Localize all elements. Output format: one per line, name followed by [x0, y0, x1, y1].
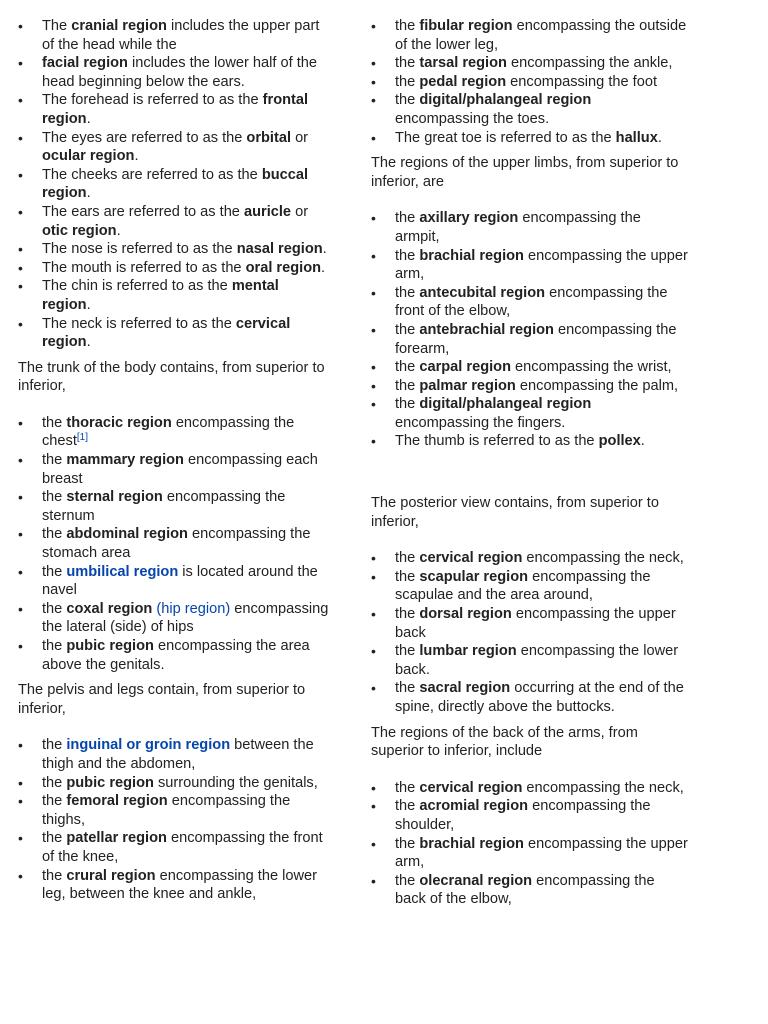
item-text: the: [42, 600, 67, 617]
item-text: encompassing each breast: [42, 452, 318, 487]
item-text: encompassing the toes.: [395, 110, 550, 127]
region-term: pubic region: [66, 774, 154, 791]
region-term: buccal region: [42, 166, 309, 202]
list-item: [371, 549, 689, 568]
item-text: encompassing the outside of the lower leg,: [395, 18, 687, 53]
item-text: .: [116, 222, 121, 239]
item-text: the: [395, 643, 420, 660]
item-text: the: [42, 526, 67, 543]
item-text: includes the upper part of the head while the: [42, 18, 320, 53]
item-text: the: [395, 872, 420, 889]
item-text: the: [395, 359, 420, 376]
item-text: encompassing the upper back: [395, 606, 676, 641]
list-item: [371, 568, 689, 605]
list-item: [18, 203, 330, 240]
item-text: The ears are referred to as the: [42, 203, 244, 220]
item-text: encompassing the palm,: [515, 377, 679, 394]
region-term: scapular region: [419, 568, 529, 585]
back-arms-regions-list: [371, 779, 689, 909]
region-term: digital/phalangeal region: [419, 396, 592, 413]
region-term: digital/phalangeal region: [419, 92, 592, 109]
item-text: encompassing the neck,: [522, 779, 684, 796]
item-text: the: [395, 568, 420, 585]
item-text: The: [42, 18, 72, 34]
hip-region-link[interactable]: (hip region): [152, 600, 231, 617]
item-text: or: [291, 129, 309, 146]
region-term: axillary region: [419, 210, 519, 227]
region-term: patellar region: [66, 830, 167, 847]
head-regions-list: [18, 17, 330, 352]
region-term: frontal region: [42, 92, 309, 127]
region-term: pollex: [598, 433, 641, 450]
list-item: [371, 54, 689, 73]
item-text: the: [395, 92, 420, 109]
list-item: [18, 166, 330, 203]
item-text: is located around the navel: [42, 563, 318, 599]
list-item: [371, 642, 689, 679]
list-item: [18, 240, 330, 259]
list-item: [18, 525, 330, 562]
list-item: [371, 284, 689, 321]
item-text: The nose is referred to as the: [42, 241, 237, 258]
region-link[interactable]: inguinal or groin region: [66, 737, 231, 754]
list-item: [18, 792, 330, 829]
item-text: the: [42, 452, 67, 469]
list-item: [18, 129, 330, 166]
upper-limb-regions-list: [371, 209, 689, 451]
list-item: [18, 774, 330, 793]
list-item: [371, 17, 689, 54]
item-text: encompassing the area above the genitals.: [42, 638, 310, 673]
item-text: the: [395, 210, 420, 227]
item-text: encompassing the foot: [506, 73, 658, 90]
region-term: carpal region: [419, 359, 511, 376]
item-text: The thumb is referred to as the: [395, 433, 599, 450]
item-text: .: [640, 433, 645, 450]
list-item: [371, 872, 689, 909]
item-text: the: [395, 680, 420, 697]
list-item: [371, 679, 689, 716]
item-text: The eyes are referred to as the: [42, 129, 247, 146]
item-text: the: [42, 793, 67, 810]
region-term: nasal region: [236, 241, 323, 258]
item-text: encompassing the thighs,: [42, 793, 291, 828]
region-term: antebrachial region: [419, 321, 554, 338]
item-text: includes the lower half of the head beginning below the ears.: [42, 55, 317, 90]
region-term: sternal region: [66, 489, 163, 506]
region-term: olecranal region: [419, 872, 533, 889]
list-item: [18, 259, 330, 278]
region-term: abdominal region: [66, 526, 188, 543]
region-term: sacral region: [419, 680, 511, 697]
list-item: [18, 91, 330, 128]
region-term: oral region: [245, 259, 322, 276]
item-text: encompassing the front of the elbow,: [395, 284, 668, 320]
item-text: the: [395, 18, 420, 34]
posterior-regions-list: [371, 549, 689, 716]
item-text: encompassing the neck,: [522, 550, 684, 567]
list-item: [371, 91, 689, 128]
region-term: brachial region: [419, 835, 524, 852]
item-text: encompassing the fingers.: [395, 414, 566, 431]
list-item: [18, 867, 330, 904]
region-term: otic region: [42, 222, 117, 239]
item-text: the: [395, 606, 420, 623]
item-text: the: [395, 396, 420, 413]
region-term: pubic region: [66, 638, 154, 654]
item-text: encompassing the sternum: [42, 489, 286, 524]
list-item: [18, 488, 330, 525]
item-text: the: [395, 779, 420, 796]
item-text: .: [86, 296, 91, 313]
region-term: brachial region: [419, 247, 524, 264]
list-item: [371, 377, 689, 396]
list-item: [371, 247, 689, 284]
left-column: [18, 17, 330, 904]
list-item: [371, 209, 689, 246]
item-text: the: [395, 55, 420, 72]
list-item: [371, 432, 689, 451]
region-term: hallux: [615, 129, 658, 146]
list-item: [371, 395, 689, 432]
upper-limbs-intro: The regions of the upper limbs, from superior to inferior, are: [371, 155, 679, 190]
region-term: antecubital region: [419, 284, 546, 301]
region-term: ocular region: [42, 148, 135, 165]
item-text: the: [395, 550, 420, 567]
list-item: [371, 73, 689, 92]
list-item: [371, 797, 689, 834]
item-text: encompassing the back of the elbow,: [395, 872, 655, 908]
item-text: The mouth is referred to as the: [42, 259, 246, 276]
list-item: [18, 600, 330, 637]
item-text: encompassing the armpit,: [395, 210, 641, 245]
pelvis-regions-list: [18, 736, 330, 903]
citation-link[interactable]: [1]: [76, 432, 89, 444]
item-text: the: [42, 830, 67, 847]
item-text: encompassing the forearm,: [395, 321, 677, 357]
region-term: thoracic region: [66, 414, 172, 431]
region-term: femoral region: [66, 793, 168, 810]
list-item: [18, 736, 330, 773]
item-text: encompassing the upper arm,: [395, 247, 688, 283]
item-text: .: [134, 148, 139, 165]
item-text: The chin is referred to as the: [42, 278, 232, 295]
item-text: the: [395, 247, 420, 264]
item-text: between the thigh and the abdomen,: [42, 737, 314, 772]
item-text: The great toe is referred to as the: [395, 129, 616, 146]
region-term: facial region: [42, 55, 128, 72]
region-term: auricle: [243, 203, 292, 220]
region-term: orbital: [246, 129, 292, 146]
item-text: .: [322, 241, 327, 258]
region-term: cervical region: [419, 779, 523, 796]
item-text: The neck is referred to as the: [42, 315, 236, 332]
item-text: the: [42, 867, 67, 884]
list-item: [18, 17, 330, 54]
item-text: the: [395, 798, 420, 815]
region-term: cranial region: [71, 18, 167, 34]
leg-regions-list: [371, 17, 689, 147]
region-term: coxal region: [66, 600, 153, 617]
item-text: encompassing the lower leg, between the knee and ankle,: [42, 867, 317, 903]
item-text: The forehead is referred to as the: [42, 92, 263, 109]
region-term: mental region: [42, 278, 279, 313]
list-item: [18, 315, 330, 352]
item-text: the: [42, 563, 67, 580]
list-item: [18, 637, 330, 674]
list-item: [18, 414, 330, 451]
posterior-intro: The posterior view contains, from superior to inferior,: [371, 495, 659, 530]
trunk-regions-list: [18, 414, 330, 674]
item-text: the: [395, 377, 420, 394]
region-term: cervical region: [42, 315, 291, 351]
item-text: the: [395, 321, 420, 338]
region-term: tarsal region: [419, 55, 507, 72]
item-text: encompassing the lower back.: [395, 643, 679, 678]
item-text: the: [42, 774, 67, 791]
region-term: fibular region: [419, 18, 513, 34]
item-text: encompassing the stomach area: [42, 526, 311, 562]
list-item: [371, 835, 689, 872]
list-item: [371, 605, 689, 642]
list-item: [18, 451, 330, 488]
list-item: [18, 277, 330, 314]
item-text: the: [42, 489, 67, 506]
list-item: [371, 321, 689, 358]
item-text: encompassing the chest: [42, 414, 295, 450]
item-text: encompassing the front of the knee,: [42, 830, 323, 865]
item-text: .: [86, 185, 91, 202]
item-text: the: [42, 737, 67, 754]
region-term: acromial region: [419, 798, 529, 815]
item-text: .: [657, 129, 662, 146]
region-term: crural region: [66, 867, 156, 884]
item-text: The cheeks are referred to as the: [42, 166, 262, 183]
pelvis-intro: The pelvis and legs contain, from superior to inferior,: [18, 682, 306, 717]
region-link[interactable]: umbilical region: [66, 563, 179, 580]
right-column: [371, 17, 689, 909]
list-item: [371, 129, 689, 148]
item-text: encompassing the wrist,: [511, 359, 672, 376]
item-text: encompassing the shoulder,: [395, 798, 651, 833]
item-text: the: [42, 638, 67, 654]
region-term: dorsal region: [419, 606, 512, 623]
item-text: .: [321, 259, 326, 276]
list-item: [371, 779, 689, 798]
region-term: cervical region: [419, 550, 523, 567]
item-text: .: [86, 334, 91, 351]
list-item: [18, 829, 330, 866]
trunk-intro: The trunk of the body contains, from superior to inferior,: [18, 359, 325, 395]
item-text: .: [86, 110, 91, 127]
back-arms-intro: The regions of the back of the arms, from superior to inferior, include: [371, 724, 638, 760]
item-text: encompassing the lateral (side) of hips: [42, 600, 329, 636]
list-item: [371, 358, 689, 377]
item-text: encompassing the upper arm,: [395, 835, 688, 871]
region-term: palmar region: [419, 377, 516, 394]
list-item: [18, 54, 330, 91]
item-text: the: [395, 73, 420, 90]
item-text: encompassing the ankle,: [506, 55, 673, 72]
region-term: lumbar region: [419, 643, 517, 660]
item-text: the: [395, 835, 420, 852]
region-term: mammary region: [66, 452, 184, 469]
item-text: surrounding the genitals,: [153, 774, 318, 791]
item-text: encompassing the scapulae and the area around,: [395, 568, 651, 604]
item-text: the: [42, 414, 67, 431]
item-text: occurring at the end of the spine, directly above the buttocks.: [395, 680, 684, 715]
region-term: pedal region: [419, 73, 507, 90]
item-text: or: [291, 203, 309, 220]
item-text: the: [395, 284, 420, 301]
list-item: [18, 563, 330, 600]
